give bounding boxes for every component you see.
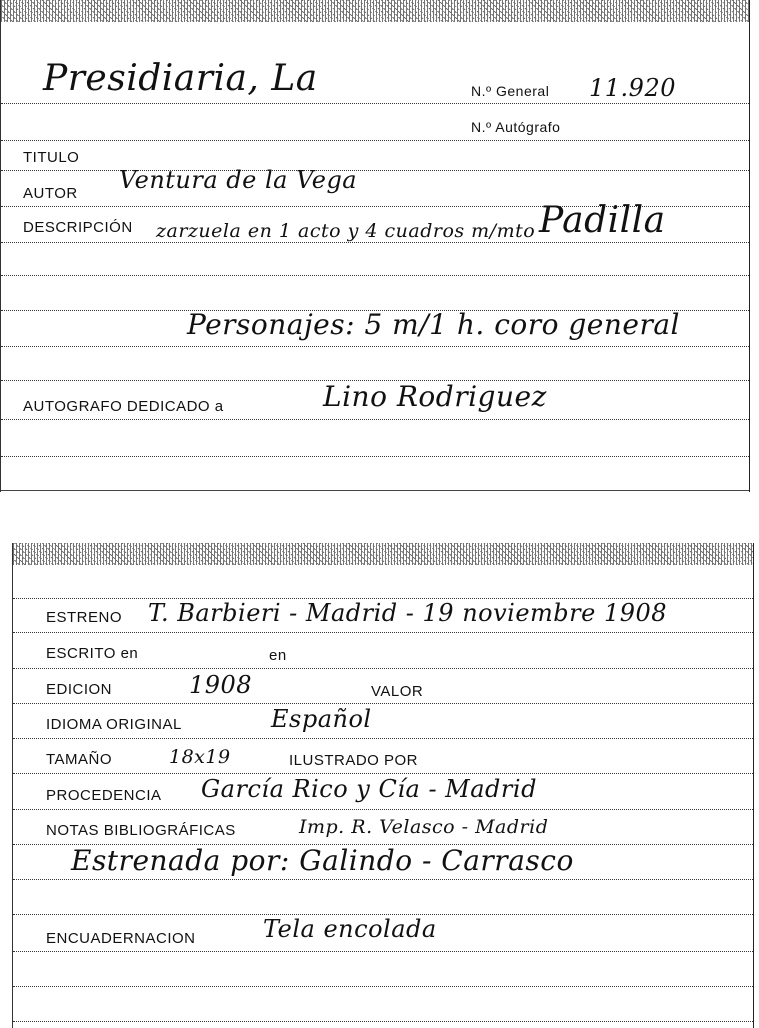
scan-noise-top <box>13 543 753 565</box>
procedencia-label: PROCEDENCIA <box>46 787 162 804</box>
descripcion-value: zarzuela en 1 acto y 4 cuadros m/mto <box>156 220 536 242</box>
rule-line <box>13 632 753 633</box>
idioma-value: Español <box>271 705 372 733</box>
autor-label: AUTOR <box>23 185 78 202</box>
personajes-note: Personajes: 5 m/1 h. coro general <box>187 308 681 341</box>
tamano-value: 18x19 <box>169 746 231 768</box>
estreno-label: ESTRENO <box>46 609 123 626</box>
rule-line <box>1 456 749 457</box>
scan-noise-top <box>1 0 749 22</box>
catalog-card-front <box>0 0 750 492</box>
estreno-value: T. Barbieri - Madrid - 19 noviembre 1908 <box>148 599 668 627</box>
escrito-label: ESCRITO en <box>46 645 139 662</box>
rule-line <box>13 773 753 774</box>
descripcion-label: DESCRIPCIÓN <box>23 219 133 236</box>
dedicado-value: Lino Rodriguez <box>323 380 547 413</box>
autor-value: Ventura de la Vega <box>119 166 358 194</box>
valor-label: VALOR <box>371 683 424 700</box>
rule-line <box>1 490 749 491</box>
autografo-number-label: N.º Autógrafo <box>471 119 561 135</box>
edicion-label: EDICION <box>46 681 113 698</box>
rule-line <box>1 140 749 141</box>
titulo-label: TITULO <box>23 149 80 166</box>
descripcion-composer: Padilla <box>539 200 666 241</box>
rule-line <box>13 668 753 669</box>
ilustrado-label: ILUSTRADO POR <box>289 752 419 769</box>
rule-line <box>13 1021 753 1022</box>
rule-line <box>13 703 753 704</box>
notas-extra: Estrenada por: Galindo - Carrasco <box>71 844 574 877</box>
general-number-value: 11.920 <box>589 74 676 102</box>
encuadernacion-label: ENCUADERNACION <box>46 930 196 947</box>
escrito-en-label: en <box>269 647 287 664</box>
dedicado-label: AUTOGRAFO DEDICADO a <box>23 398 224 415</box>
edicion-value: 1908 <box>189 671 253 699</box>
rule-line <box>1 242 749 243</box>
idioma-label: IDIOMA ORIGINAL <box>46 716 182 733</box>
rule-line <box>1 103 749 104</box>
notas-label: NOTAS BIBLIOGRÁFICAS <box>46 822 236 839</box>
procedencia-value: García Rico y Cía - Madrid <box>201 775 537 803</box>
catalog-card-back <box>12 543 754 1028</box>
rule-line <box>13 809 753 810</box>
rule-line <box>1 275 749 276</box>
tamano-label: TAMAÑO <box>46 751 113 768</box>
rule-line <box>1 419 749 420</box>
rule-line <box>1 346 749 347</box>
rule-line <box>13 844 753 845</box>
rule-line <box>13 738 753 739</box>
notas-value: Imp. R. Velasco - Madrid <box>299 816 549 838</box>
encuadernacion-value: Tela encolada <box>263 915 437 943</box>
general-number-label: N.º General <box>471 83 550 99</box>
rule-line <box>13 986 753 987</box>
rule-line <box>13 879 753 880</box>
rule-line <box>13 951 753 952</box>
handwritten-title: Presidiaria, La <box>43 58 318 99</box>
rule-line <box>1 170 749 171</box>
